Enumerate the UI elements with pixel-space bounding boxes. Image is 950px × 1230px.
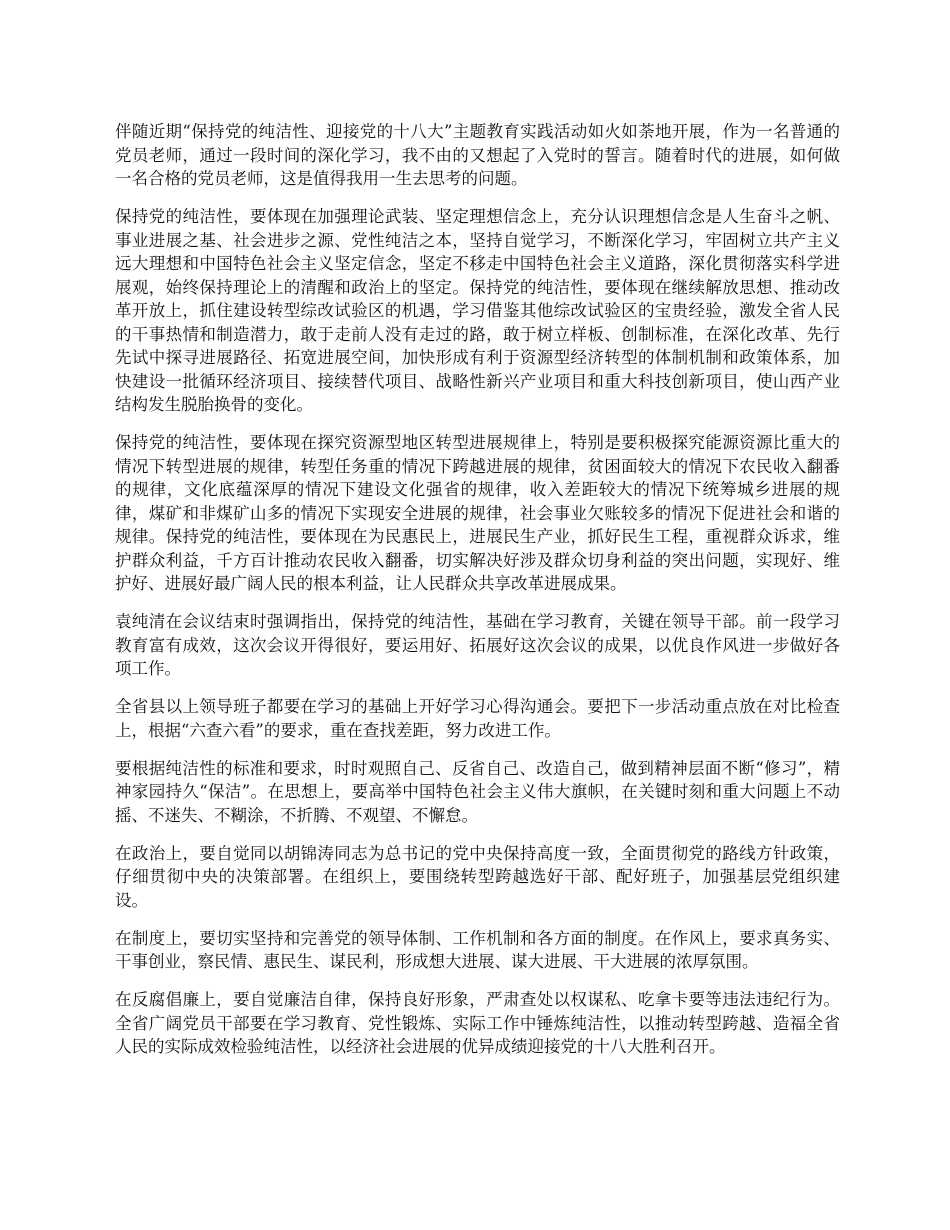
paragraph-4: 袁纯清在会议结束时强调指出，保持党的纯洁性，基础在学习教育，关键在领导干部。前一段学习教育富有成效，这次会议开得很好，要运用好、拓展好这次会议的成果，以优良作风进一步做好各项工作。 xyxy=(115,612,840,678)
paragraph-2: 保持党的纯洁性，要体现在加强理论武装、坚定理想信念上，充分认识理想信念是人生奋斗之帆、事业进展之基、社会进步之源、党性纯洁之本，坚持自觉学习，不断深化学习，牢固树立共产主义远大理想和中国特色社会主义坚定信念，坚定不移走中国特色社会主义道路，深化贯彻落实科学进展观，始终保持理论上的清醒和政治上的坚定。保持党的纯洁性，要体现在继续解放思想、推动改革开放上，抓住建设转型综改试验区的机遇，学习借鉴其他综改试验区的宝贵经验，激发全省人民的干事热情和制造潜力，敢于走前人没有走过的路，敢于树立样板、创制标准，在深化改革、先行先试中探寻进展路径、拓宽进展空间，加快形成有利于资源型经济转型的体制机制和政策体系，加快建设一批循环经济项目、接续替代项目、战略性新兴产业项目和重大科技创新项目，使山西产业结构发生脱胎换骨的变化。 xyxy=(115,207,840,414)
paragraph-8: 在制度上，要切实坚持和完善党的领导体制、工作机制和各方面的制度。在作风上，要求真务实、干事创业，察民情、惠民生、谋民利，形成想大进展、谋大进展、干大进展的浓厚氛围。 xyxy=(115,928,840,971)
paragraph-5: 全省县以上领导班子都要在学习的基础上开好学习心得沟通会。要把下一步活动重点放在对比检查上，根据“六查六看”的要求，重在查找差距，努力改进工作。 xyxy=(115,697,840,740)
paragraph-1: 伴随近期“保持党的纯洁性、迎接党的十八大”主题教育实践活动如火如荼地开展，作为一名普通的党员老师，通过一段时间的深化学习，我不由的又想起了入党时的誓言。随着时代的进展，如何做一名合格的党员老师，这是值得我用一生去思考的问题。 xyxy=(115,122,840,188)
paragraph-9: 在反腐倡廉上，要自觉廉洁自律，保持良好形象，严肃查处以权谋私、吃拿卡要等违法违纪行为。全省广阔党员干部要在学习教育、党性锻炼、实际工作中锤炼纯洁性，以推动转型跨越、造福全省人民的实际成效检验纯洁性，以经济社会进展的优异成绩迎接党的十八大胜利召开。 xyxy=(115,990,840,1056)
paragraph-7: 在政治上，要自觉同以胡锦涛同志为总书记的党中央保持高度一致，全面贯彻党的路线方针政策，仔细贯彻中央的决策部署。在组织上，要围绕转型跨越选好干部、配好班子，加强基层党组织建设。 xyxy=(115,843,840,910)
document-body xyxy=(115,120,840,1073)
paragraph-3: 保持党的纯洁性，要体现在探究资源型地区转型进展规律上，特别是要积极探究能源资源比重大的情况下转型进展的规律，转型任务重的情况下跨越进展的规律，贫困面较大的情况下农民收入翻番的规律，文化底蕴深厚的情况下建设文化强省的规律，收入差距较大的情况下统筹城乡进展的规律，煤矿和非煤矿山多的情况下实现安全进展的规律，社会事业欠账较多的情况下促进社会和谐的规律。保持党的纯洁性，要体现在为民惠民上，进展民生产业，抓好民生工程，重视群众诉求，维护群众利益，千方百计推动农民收入翻番，切实解决好涉及群众切身利益的突出问题，实现好、维护好、进展好最广阔人民的根本利益，让人民群众共享改革进展成果。 xyxy=(115,433,840,593)
paragraph-6: 要根据纯洁性的标准和要求，时时观照自己、反省自己、改造自己，做到精神层面不断“修习”，精神家园持久“保洁”。在思想上，要高举中国特色社会主义伟大旗帜，在关键时刻和重大问题上不动摇、不迷失、不糊涂，不折腾、不观望、不懈怠。 xyxy=(115,758,840,825)
